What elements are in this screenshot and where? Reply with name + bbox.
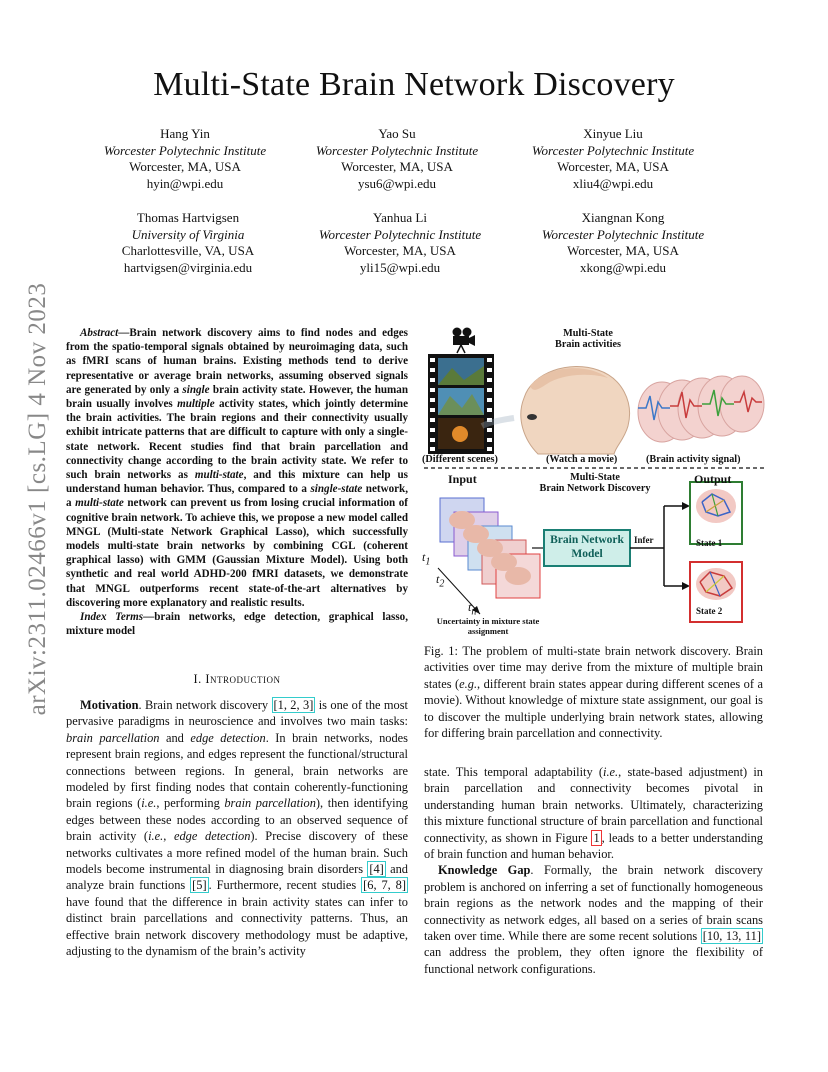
author-email: hartvigsen@virginia.edu: [123, 259, 253, 275]
figure-1: [420, 322, 766, 638]
author-name: Xinyue Liu: [583, 126, 643, 141]
author-affiliation: Worcester Polytechnic Institute: [103, 142, 267, 158]
fig-label: Multi-State: [563, 328, 613, 339]
author-affiliation: University of Virginia: [131, 226, 245, 242]
emphasis: i.e.: [603, 765, 619, 779]
brain-activity-row: [638, 376, 764, 442]
citation-link[interactable]: [10, 13, 11]: [702, 929, 761, 944]
fig-label: t: [436, 572, 440, 586]
intro-paragraph: [66, 697, 408, 960]
emphasis: brain parcellation: [66, 730, 160, 745]
fig-title-top: [538, 328, 638, 350]
emphasis: e.g.: [459, 676, 478, 691]
abstract-text: network can prevent us from losing crucial information of cognitive brain network. To achieve this, we propose a new model called MNGL (Multi-state Network Graphical Lasso), which successfully models multi-state brain networks by combining CGL (coherent graphical lasso) with GMM (Gaussian Mixture Model). Using both synthetic and real world ADHD-200 fMRI datasets, we demonstrate that MNGL outperforms recent state-of-the-art alternatives by discovering more explanatory and realistic results.: [66, 497, 408, 609]
author-name: Yanhua Li: [373, 210, 427, 225]
section-heading: [66, 672, 408, 687]
fig-label: n: [471, 606, 477, 618]
author-email: ysu6@wpi.edu: [357, 175, 437, 191]
emphasis: multi-state: [75, 497, 124, 510]
abstract: [66, 326, 408, 638]
label-infer: Infer: [634, 535, 654, 545]
citation-link[interactable]: [4]: [369, 862, 384, 877]
emphasis: i.e.: [148, 829, 164, 844]
author-email: yli15@wpi.edu: [359, 259, 441, 275]
text: . In brain networks, nodes represent brain regions, and edges represent the functional/structural connections between regions. In general, brain networks are modeled by first finding nodes that contain coherently-functioning brain regions (: [66, 730, 409, 811]
author-1: [75, 126, 295, 192]
abstract-text: activity states, which jointly determine the brain activities. The brain regions and their connectivity usually exhibit intricate patterns that are difficult to capture with only a single-state network. Recent studies find that brain parcellation and connectivity change according to the brain activity state. We refer to such brain networks as: [66, 398, 408, 482]
section-title: Introduction: [205, 672, 281, 686]
author-email: xkong@wpi.edu: [580, 259, 666, 275]
author-name: Yao Su: [378, 126, 416, 141]
author-email: hyin@wpi.edu: [146, 175, 224, 191]
text: , leads to a better understanding of brain function and human behavior.: [424, 830, 763, 862]
label-t2: [436, 572, 444, 589]
text: . Brain network discovery: [138, 698, 272, 712]
emphasis: edge detection: [173, 829, 251, 844]
paragraph-lead: Motivation: [80, 698, 139, 712]
fig-label: Multi-State: [570, 472, 620, 483]
label-input: Input: [448, 472, 477, 486]
input-time-series-cubes: [438, 498, 540, 614]
paper-title: Multi-State Brain Network Discovery: [153, 66, 675, 103]
text: can address the problem, they often ignore the flexibility of functional network configurations.: [424, 945, 763, 976]
fig-label: 2: [439, 578, 445, 590]
author-5: [290, 210, 510, 276]
label-signal: (Brain activity signal): [646, 454, 741, 465]
figure-ref-link[interactable]: 1: [593, 830, 600, 845]
label-uncertainty: [424, 616, 552, 636]
index-terms-label: Index Terms: [80, 611, 144, 624]
text: . Formally, the brain network discovery problem is anchored on inferring a set of functionally homogeneous brain regions as the network nodes and the mapping of their connectivity as network edges, all based on a series of brain scans taken over time. While there are some recent solutions: [424, 863, 763, 944]
index-terms: —brain networks, edge detection, graphical lasso, mixture model: [66, 611, 408, 638]
fig-label: 1: [425, 556, 431, 568]
intro-paragraph-2: [424, 764, 763, 977]
text: , state-based adjustment) in brain parcellation and connectivity becomes pivotal in understanding human brain networks. Ultimately, characterizing this mixture functional structure of brain parcellation and functional connectivity, as shown in Figure: [424, 765, 763, 845]
camera-icon: [453, 328, 476, 354]
emphasis: multiple: [177, 398, 215, 411]
author-location: Worcester, MA, USA: [557, 159, 669, 174]
text: ). Precise discovery of these networks cultivates a more refined model of the human brain. Such models become instrumental in diagnosing brain disorders: [66, 829, 408, 877]
author-2: [287, 126, 507, 192]
fig-label: Model: [571, 548, 603, 560]
fig-label: Uncertainty in mixture state: [436, 616, 540, 626]
author-affiliation: Worcester Polytechnic Institute: [531, 142, 695, 158]
text: . Furthermore, recent studies: [208, 878, 362, 893]
text: ,: [163, 829, 174, 844]
emphasis: single: [182, 383, 210, 396]
author-affiliation: Worcester Polytechnic Institute: [318, 226, 482, 242]
emphasis: brain parcellation: [224, 796, 316, 811]
text: and: [159, 730, 191, 745]
citation-link[interactable]: [5]: [192, 878, 207, 893]
author-location: Worcester, MA, USA: [129, 159, 241, 174]
label-output: Output: [694, 472, 732, 486]
emphasis: edge detection: [190, 730, 266, 745]
fig-label: assignment: [467, 626, 509, 636]
label-watch: (Watch a movie): [546, 454, 618, 465]
author-location: Worcester, MA, USA: [341, 159, 453, 174]
citation-link[interactable]: [6, 7, 8]: [363, 878, 406, 893]
abstract-label: Abstract: [80, 327, 119, 339]
abstract-text: , and this mixture can help us understand human behavior. Thus, compared to a: [66, 469, 408, 496]
author-location: Worcester, MA, USA: [567, 243, 679, 258]
paragraph-lead: Knowledge Gap: [438, 863, 531, 878]
author-6: [513, 210, 733, 276]
emphasis: single-state: [310, 483, 363, 496]
arxiv-watermark: [23, 240, 53, 760]
text: , performing: [156, 796, 225, 811]
abstract-text: —Brain network discovery aims to find nodes and edges from the spatio-temporal signals obtained by neuroimaging data, such as fMRI scans of human brains. Existing methods tend to derive representative or average brain networks, assuming observed signals are generated by only a: [66, 327, 408, 396]
text: and analyze brain functions: [66, 862, 408, 893]
citation-link[interactable]: [1, 2, 3]: [273, 698, 314, 712]
emphasis: multi-state: [194, 469, 244, 482]
label-state-2: State 2: [696, 606, 723, 616]
emphasis: i.e.: [141, 796, 157, 811]
abstract-text: network, a: [66, 483, 408, 510]
figure-caption: [424, 643, 763, 741]
label-t1: [422, 550, 430, 567]
human-head-illustration: [482, 366, 630, 454]
text: have found that the difference in brain activity states can infer to distinct brain parcellations and connectivity patterns. Thus, an effective brain network discovery methodology must be adaptive, adjusting to the dynamism of the brain’s activity: [66, 894, 408, 959]
author-affiliation: Worcester Polytechnic Institute: [315, 142, 479, 158]
author-location: Worcester, MA, USA: [344, 243, 456, 258]
abstract-text: brain activity state. However, the human brain usually involves: [66, 383, 408, 411]
author-email: xliu4@wpi.edu: [572, 175, 654, 191]
author-name: Xiangnan Kong: [581, 210, 665, 225]
author-location: Charlottesville, VA, USA: [121, 243, 255, 258]
author-3: [503, 126, 723, 192]
fig-title-mid: [520, 472, 670, 494]
label-scenes: (Different scenes): [422, 454, 498, 465]
arxiv-id: arXiv:2311.02466v1 [cs.LG] 4 Nov 2023: [24, 282, 51, 716]
author-name: Thomas Hartvigsen: [136, 210, 240, 225]
text: , different brain states appear during different scenes of a movie). Without knowledge of mixture state assignment, our goal is to discover the multiple underlying brain network states, allowing for differing brain parcellation and connectivity.: [424, 676, 763, 741]
fig-label: Brain Network Discovery: [539, 483, 651, 494]
label-tn: [468, 600, 476, 617]
text: Fig. 1: The problem of multi-state brain network discovery. Brain activities over time may derive from the mixture of multiple brain states (: [424, 644, 763, 691]
fig-label: t: [468, 600, 472, 614]
author-name: Hang Yin: [160, 126, 210, 141]
fig-label: Brain Network: [550, 534, 624, 546]
film-strip: [428, 354, 494, 454]
state-1-network: [690, 482, 742, 544]
text: ), then identifying edges between these nodes according to an observed sequence of brain activity (: [66, 796, 408, 844]
label-state-1: State 1: [696, 538, 723, 548]
fig-label: Brain activities: [555, 339, 621, 350]
author-affiliation: Worcester Polytechnic Institute: [541, 226, 705, 242]
text: state. This temporal adaptability (: [424, 765, 604, 779]
fig-label: t: [422, 550, 426, 564]
text: is one of the most pervasive paradigms in neuroscience and involves two main tasks:: [66, 698, 409, 729]
section-number: I.: [193, 672, 206, 686]
author-4: [78, 210, 298, 276]
model-label: [544, 533, 630, 561]
